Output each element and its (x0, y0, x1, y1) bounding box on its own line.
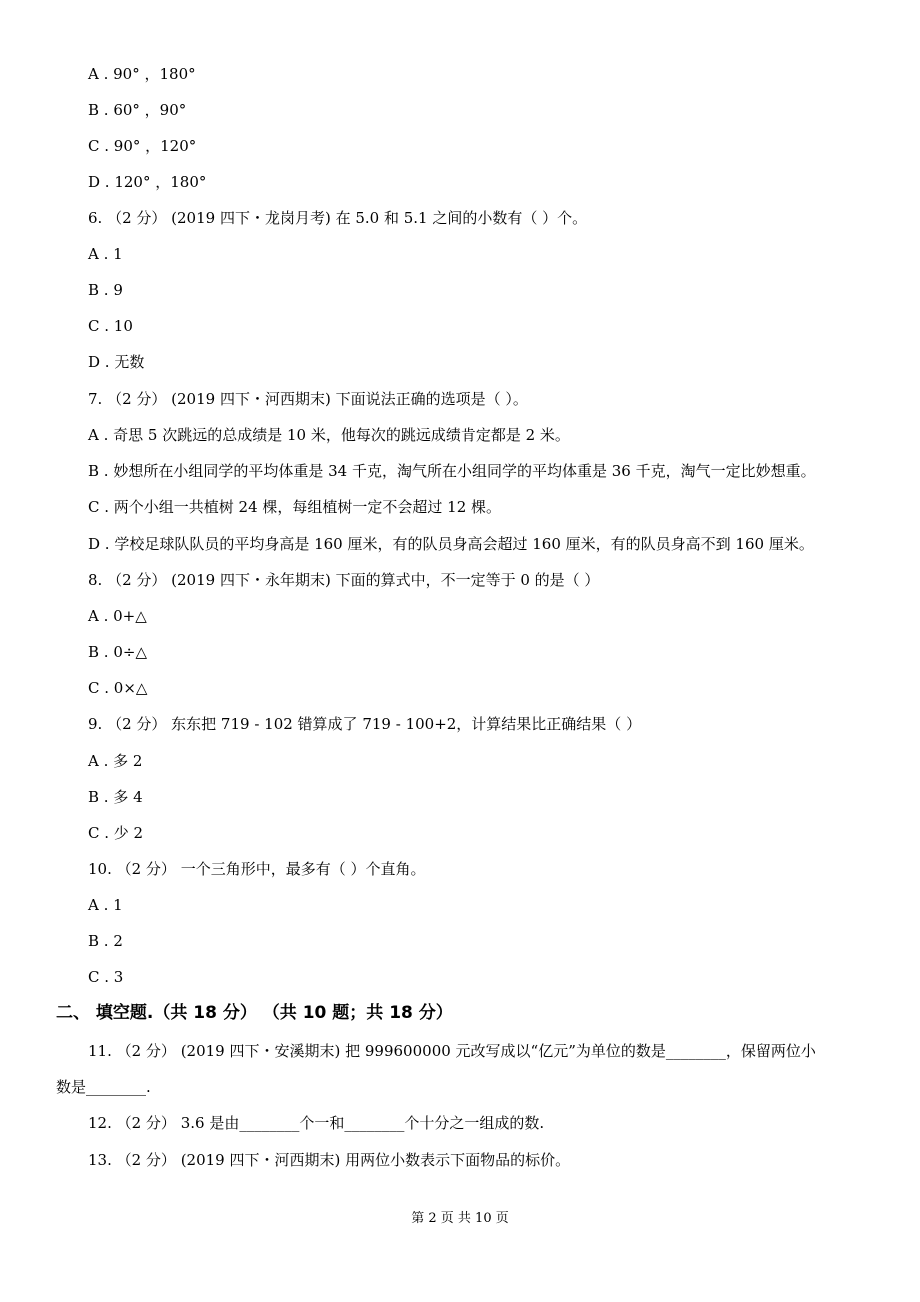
q6-option-d: D . 无数 (88, 353, 145, 371)
section-heading: 二、 填空题.（共 18 分） （共 10 题；共 18 分） (56, 1003, 453, 1023)
q6-option-b: B . 9 (88, 281, 123, 299)
q6-option-c: C . 10 (88, 317, 133, 335)
q5-option-b: B . 60° ，90° (88, 101, 187, 119)
q5-option-c: C . 90° ，120° (88, 137, 197, 155)
question-8: 8. （2 分） (2019 四下・永年期末) 下面的算式中，不一定等于 0 的是（ ） (88, 571, 600, 589)
q7-option-d: D . 学校足球队队员的平均身高是 160 厘米，有的队员身高会超过 160 厘米，有的队员身高不到 160 厘米。 (88, 535, 814, 553)
q9-option-a: A . 多 2 (88, 752, 143, 770)
question-11-continued: 数是________. (56, 1078, 151, 1096)
q10-option-c: C . 3 (88, 968, 124, 986)
q7-option-c: C . 两个小组一共植树 24 棵，每组植树一定不会超过 12 棵。 (88, 498, 502, 516)
question-10: 10. （2 分） 一个三角形中，最多有（ ）个直角。 (88, 860, 426, 878)
question-9: 9. （2 分） 东东把 719 - 102 错算成了 719 - 100+2，计算结果比正确结果（ ） (88, 715, 642, 733)
q7-option-a: A . 奇思 5 次跳远的总成绩是 10 米，他每次的跳远成绩肯定都是 2 米。 (88, 426, 570, 444)
question-11: 11. （2 分） (2019 四下・安溪期末) 把 999600000 元改写成以“亿元”为单位的数是________，保留两位小 (88, 1042, 816, 1060)
page-footer: 第 2 页 共 10 页 (411, 1211, 509, 1226)
q6-option-a: A . 1 (88, 245, 123, 263)
q7-option-b: B . 妙想所在小组同学的平均体重是 34 千克，淘气所在小组同学的平均体重是 36 千克，淘气一定比妙想重。 (88, 462, 816, 480)
q10-option-a: A . 1 (88, 896, 123, 914)
q5-option-a: A . 90° ，180° (88, 65, 196, 83)
question-13: 13. （2 分） (2019 四下・河西期末) 用两位小数表示下面物品的标价。 (88, 1151, 571, 1169)
q8-option-c: C . 0×△ (88, 679, 148, 697)
q9-option-c: C . 少 2 (88, 824, 144, 842)
q10-option-b: B . 2 (88, 932, 123, 950)
q8-option-a: A . 0+△ (88, 607, 147, 625)
q5-option-d: D . 120° ，180° (88, 173, 207, 191)
q9-option-b: B . 多 4 (88, 788, 143, 806)
q8-option-b: B . 0÷△ (88, 643, 147, 661)
question-12: 12. （2 分） 3.6 是由________个一和________个十分之一组成的数. (88, 1114, 545, 1132)
question-7: 7. （2 分） (2019 四下・河西期末) 下面说法正确的选项是（ ）。 (88, 390, 528, 408)
question-6: 6. （2 分） (2019 四下・龙岗月考) 在 5.0 和 5.1 之间的小数有（ ）个。 (88, 209, 588, 227)
